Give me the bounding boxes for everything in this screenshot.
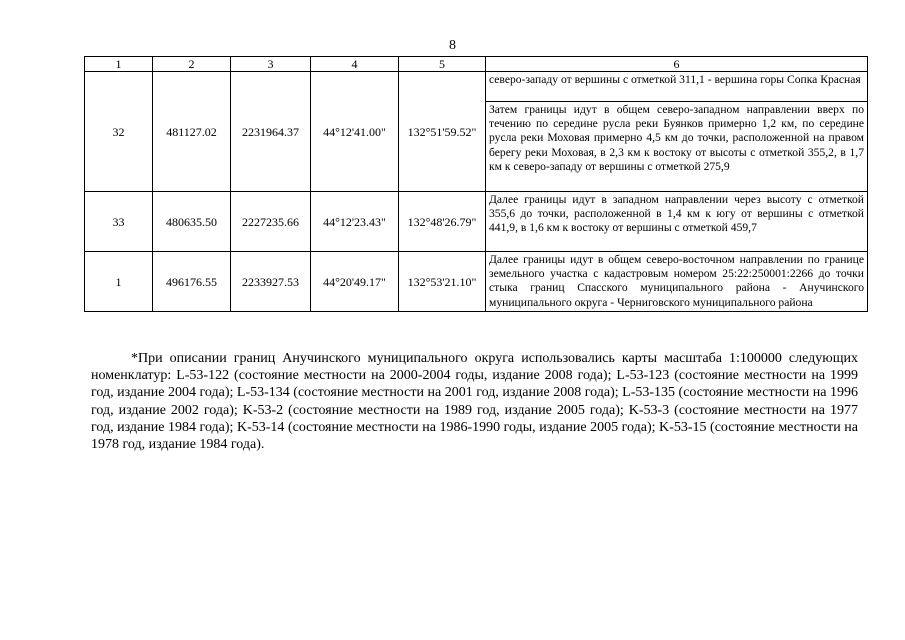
longitude-cell: 132°53'21.10" xyxy=(399,252,486,312)
column-number-cell: 1 xyxy=(85,57,153,72)
longitude-cell: 132°51'59.52" xyxy=(399,72,486,192)
table-row xyxy=(85,72,868,102)
longitude-cell: 132°48'26.79" xyxy=(399,192,486,252)
point-number-cell: 32 xyxy=(85,72,153,192)
x-coordinate-cell: 481127.02 xyxy=(153,72,231,192)
x-coordinate-cell: 480635.50 xyxy=(153,192,231,252)
y-coordinate-cell: 2233927.53 xyxy=(231,252,311,312)
column-number-row xyxy=(85,57,868,72)
boundary-coordinates-table xyxy=(84,56,868,312)
footnote-paragraph: *При описании границ Анучинского муниципального округа использовались карты масштаба 1:100000 следующих номенклатур: L-53-122 (состояние местности на 2000-2004 годы, издание 2008 года); L-53-123 (состояние местности на 1999 год, издание 2004 года); L-53-134 (состояние местности на 2001 год, издание 2008 года); L-53-135 (состояние местности на 1996 год, издание 2002 года); K-53-2 (состояние местности на 1989 год, издание 2005 года); K-53-3 (состояние местности на 1977 год, издание 1984 года); K-53-14 (состояние местности на 1986-1990 годы, издание 2005 года); K-53-15 (состояние местности на 1978 год, издание 1984 года). xyxy=(91,351,858,453)
column-number-cell: 6 xyxy=(486,57,868,72)
latitude-cell: 44°12'41.00" xyxy=(311,72,399,192)
latitude-cell: 44°12'23.43" xyxy=(311,192,399,252)
column-number-cell: 5 xyxy=(399,57,486,72)
point-number-cell: 1 xyxy=(85,252,153,312)
description-cell: северо-западу от вершины с отметкой 311,1 - вершина горы Сопка Красная xyxy=(486,72,868,102)
description-cell: Далее границы идут в общем северо-восточном направлении по границе земельного участка с кадастровым номером 25:22:250001:2266 до точки стыка границ Спасского муниципального района - Анучинского муниципального округа - Черниговского муниципального района xyxy=(486,252,868,312)
x-coordinate-cell: 496176.55 xyxy=(153,252,231,312)
column-number-cell: 4 xyxy=(311,57,399,72)
table-row xyxy=(85,192,868,252)
y-coordinate-cell: 2227235.66 xyxy=(231,192,311,252)
column-number-cell: 3 xyxy=(231,57,311,72)
page-number: 8 xyxy=(449,38,456,53)
description-cell: Затем границы идут в общем северо-западном направлении вверх по течению по середине русла реки Буянков примерно 1,2 км, по середине русла реки Моховая примерно 4,5 км до точки, расположенной на правом берегу реки Моховая, в 2,3 км к востоку от высоты с отметкой 355,2, в 1,7 км к северо-западу от вершины с отметкой 275,9 xyxy=(486,102,868,192)
description-cell: Далее границы идут в западном направлении через высоту с отметкой 355,6 до точки, расположенной в 1,4 км к югу от вершины с отметкой 441,9, в 1,6 км к востоку от вершины с отметкой 459,7 xyxy=(486,192,868,252)
point-number-cell: 33 xyxy=(85,192,153,252)
latitude-cell: 44°20'49.17" xyxy=(311,252,399,312)
table-row xyxy=(85,252,868,312)
y-coordinate-cell: 2231964.37 xyxy=(231,72,311,192)
column-number-cell: 2 xyxy=(153,57,231,72)
